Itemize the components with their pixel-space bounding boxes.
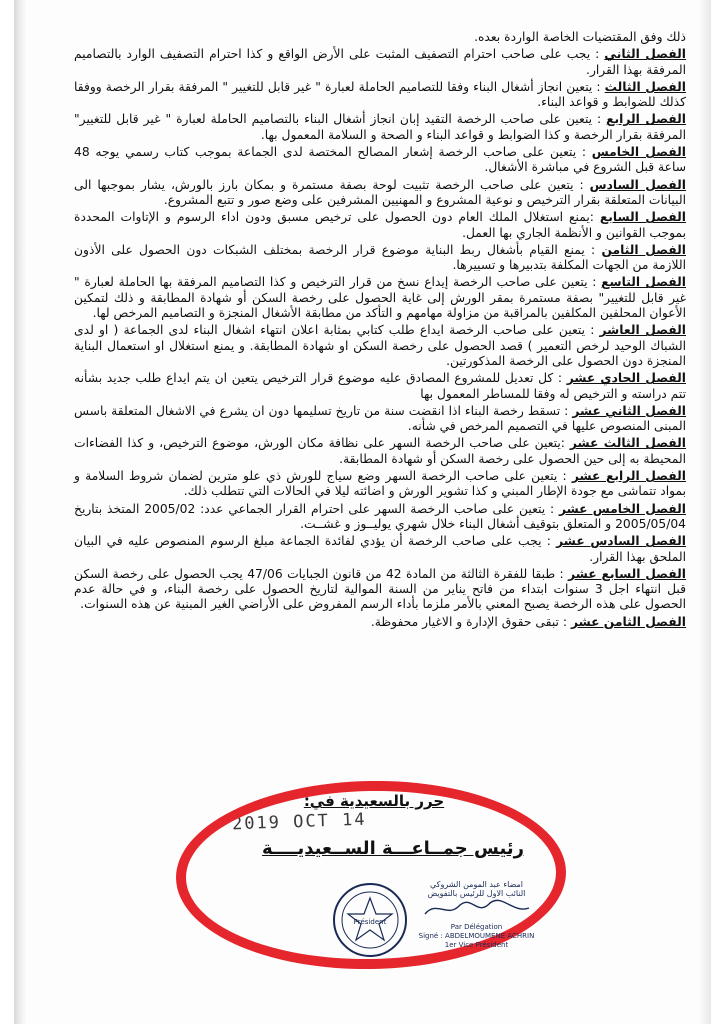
article-text: : يمنع القيام بأشغال ربط البناية موضوع قرار الرخصة بمختلف الشبكات دون الحصول على الأذون اللازمة من الجهات المكلفة بتدبيرها و تسييرها. [74, 242, 686, 273]
article-text: : يجب على صاحب الرخصة أن يؤدي لفائدة الجماعة مبلغ الرسوم المنصوص عليه في البيان الملحق بهذا القرار. [74, 534, 686, 564]
handwritten-signature-icon [417, 898, 537, 920]
article-list [74, 47, 686, 630]
article-label: الفصل الثامن عشر [570, 614, 686, 629]
intro-line: ذلك وفق المقتضيات الخاصة الواردة بعده. [474, 30, 686, 44]
article-label: الفصل الثالث عشر [569, 436, 686, 451]
document-page [14, 0, 711, 1024]
article-label: الفصل الرابع عشر [571, 469, 686, 484]
article-text: : يتعين على صاحب الرخصة السهر على احترام القرار الجماعي عدد: 2005/02 المتخذ بتاريخ 2005/05/04 و المتعلق بتوقيف أشغال البناء خلال شهري يوليــوز و غشــت. [74, 501, 686, 531]
article-label: الفصل الثالث [604, 79, 686, 94]
article-label: الفصل الخامس [591, 145, 686, 160]
article-label: الفصل السابع [599, 210, 686, 225]
article-paragraph [74, 534, 686, 565]
article-label: الفصل العاشر [599, 323, 686, 338]
article-paragraph [74, 243, 686, 274]
place-label: حرر بالسعيدية في: [303, 792, 445, 810]
article-label: الفصل الثامن [601, 242, 686, 257]
article-label: الفصل الرابع [606, 112, 686, 127]
article-paragraph [74, 210, 686, 241]
article-text: : تبقى حقوق الإدارة و الاغيار محفوظة. [370, 614, 568, 629]
article-text: : تسقط رخصة البناء اذا انقضت سنة من تاريخ تسليمها دون ان يشرع في الاشغال المتعلقة باسس المبنى المنصوص عليها في التصميم المرخص في شأنه. [74, 403, 686, 434]
official-seal [330, 880, 410, 964]
signatory-name-ar: امضاء عبد المومن الشروكي [429, 880, 523, 889]
article-text: : يتعين على صاحب الرخصة ايداع طلب كتابي بمثابة اعلان انتهاء اشغال البناء لدى الجماعة ( او لدى الشباك الوحيد لرخص التعمير ) قصد الحصول على رخصة السكن او شهادة المطابقة. و يمنع استغلال او استعمال البناية المنجزة دون الحصول على الرخصة المذكورتين. [74, 323, 686, 368]
article-label: الفصل الحادي عشر [566, 371, 686, 386]
article-label: الفصل السادس [589, 177, 686, 192]
article-paragraph [74, 371, 686, 402]
article-text: : يتعين على صاحب الرخصة إشعار المصالح المختصة لدى الجماعة بموجب كتاب رسمي يوجه 48 ساعة قبل الشروع في مباشرة الأشغال. [74, 145, 686, 175]
signatory-role-ar: النائب الاول للرئيس بالتفويض [427, 889, 526, 898]
article-paragraph [74, 404, 686, 435]
article-paragraph [74, 145, 686, 176]
page-fold-shadow [14, 0, 28, 1024]
article-text: : يجب على صاحب احترام التصفيف المثبت على الأرض الواقع و كذا احترام التصفيف الوارد بالتصاميم المرفقة بهذا القرار. [74, 47, 686, 77]
article-text: : يتعين على صاحب الرخصة التقيد إبان انجاز أشغال البناء بالتصاميم الحاملة لعبارة " غير قابل للتغيير" المرفقة بقرار الرخصة و كذا الضوابط و قواعد البناء و الصحة و السلامة المعمول بها. [74, 112, 686, 142]
article-paragraph [74, 615, 686, 630]
article-paragraph [74, 567, 686, 613]
signatory-name-fr: Signé : ABDELMOUMENE ACHRIN [418, 932, 535, 940]
article-text: : كل تعديل للمشروع المصادق عليه موضوع قرار الترخيص يتعين ان يتم ايداع طلب جديد بشأنه تتم دراسته و الترخيص له وفقا للمساطر المعمول بها [74, 371, 686, 401]
article-text: : يتعين على صاحب الرخصة السهر وضع سياج للورش ذي علو مترين لضمان شروط السلامة و بمواد تتماشى مع جودة الإطار المبني و كذا تشوير الورش و اضائته ليلا في الحالات التي تتطلب ذلك. [74, 469, 686, 499]
article-text: :يتعين على صاحب الرخصة السهر على نظافة مكان الورش، موضوع الترخيص، و كذا الفضاءات المحيطة به إلى حين الحصول على رخصة السكن أو شهادة المطابقة. [74, 436, 686, 466]
document-body [74, 30, 686, 632]
article-text: : يتعين على صاحب الرخصة إيداع نسخ من قرار الترخيص و كذا التصاميم المرفقة بها الحاملة لعبارة " غير قابل للتغيير" بصفة مستمرة بمقر الورش إلى غاية الحصول على رخصة السكن أو شهادة المطابقة و ذلك لتمكين الأعوان المحلفين المكلفين بالمراقبة من مزاولة مهامهم و التأكد من مطابقة الأشغال المنجزة و التصاميم المرخص لها. [74, 275, 686, 321]
article-text: : يتعين على صاحب الرخصة تثبيت لوحة بصفة مستمرة و بمكان بارز بالورش، يشار بموجبها الى البيانات المتعلقة بقرار الترخيص و نوعية المشروع و المهنيين المشرفين على وضع صور و تتبع المشروع. [74, 177, 686, 207]
article-paragraph [74, 469, 686, 500]
article-paragraph [74, 80, 686, 111]
page-edge [697, 0, 711, 1024]
seal-text: Président [353, 918, 387, 926]
article-paragraph [74, 178, 686, 209]
article-label: الفصل السابع عشر [568, 566, 686, 581]
signatory-delegation: Par Délégation [450, 923, 503, 931]
article-text: : طبقا للفقرة الثالثة من المادة 42 من قانون الجبايات 47/06 يجب الحصول على رخصة السكن قبل انتهاء اجل 3 سنوات ابتداء من فاتح يناير من السنة الموالية لتاريخ الحصول على رخصة البناء، و في حالة عدم الحصول على هذه الرخصة يصبح المعني بالأمر ملزما بأداء الرسم المفروض على الأراضي الغير المبنية عن هذه السنوات. [74, 566, 686, 612]
seal-icon [330, 880, 410, 960]
article-paragraph [74, 112, 686, 143]
article-label: الفصل الثاني عشر [572, 403, 686, 418]
article-paragraph [74, 436, 686, 467]
article-label: الفصل السادس عشر [556, 534, 686, 549]
article-paragraph [74, 323, 686, 369]
article-paragraph [74, 502, 686, 533]
article-label: الفصل الثاني [604, 47, 686, 62]
signatory-block [414, 880, 539, 950]
date-stamp: 2019 OCT 14 [231, 809, 367, 835]
article-label: الفصل الخامس عشر [558, 501, 686, 516]
article-paragraph [74, 47, 686, 78]
signatory-role-fr: 1er Vice Président [444, 941, 509, 949]
article-paragraph [74, 275, 686, 321]
article-text: : يتعين انجاز أشغال البناء وفقا للتصاميم الحاملة لعبارة " غير قابل للتغيير " المرفقة بقرار الرخصة ووفقا كذلك للضوابط و قواعد البناء. [74, 79, 686, 110]
article-text: :يمنع استغلال الملك العام دون الحصول على ترخيص مسبق ودون اداء الرسوم و الإتاوات المحددة بموجب القوانين و الأنظمة الجاري بها العمل. [74, 210, 686, 240]
article-label: الفصل التاسع [601, 275, 686, 290]
president-title: رئيس جمــاعـــة الســعيديــــة [262, 838, 524, 859]
